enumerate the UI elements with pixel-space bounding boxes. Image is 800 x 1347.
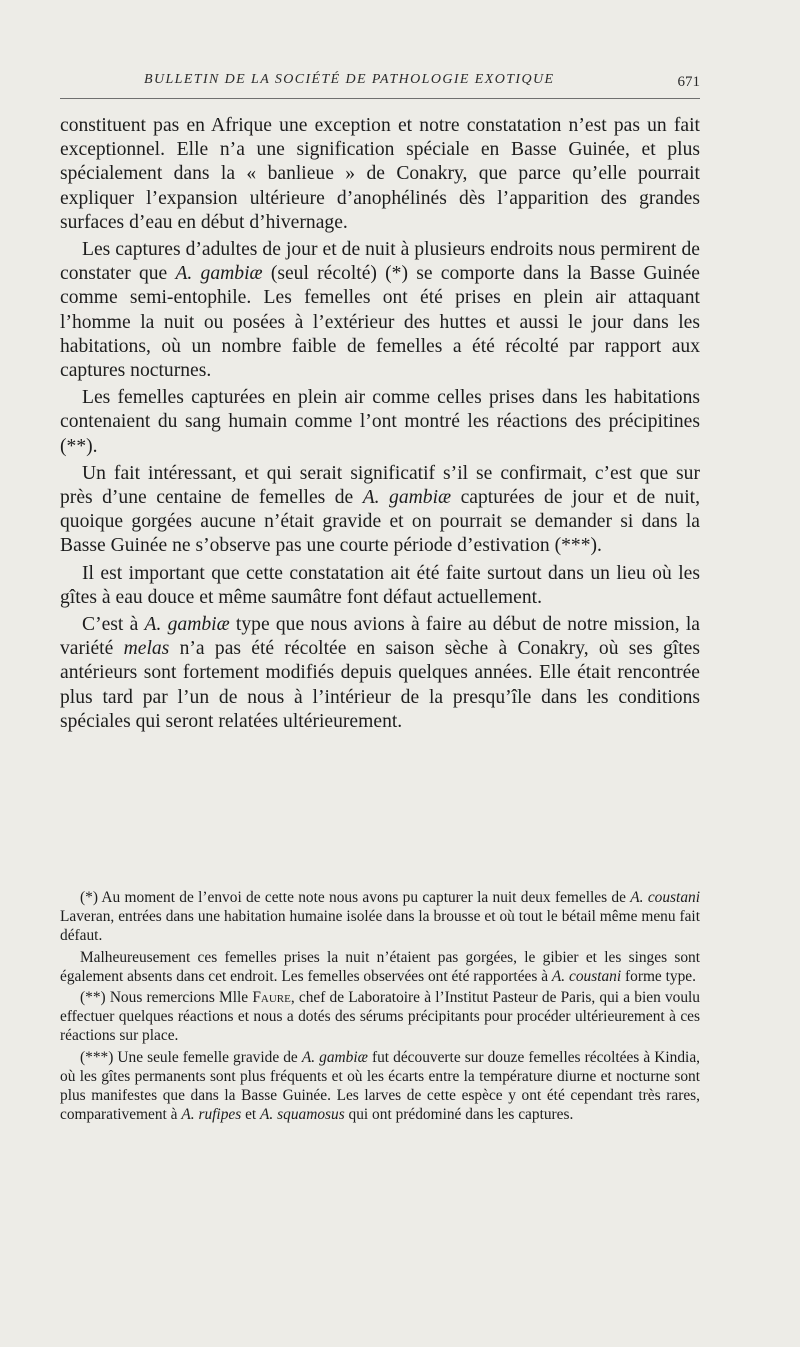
- page-number: 671: [677, 74, 700, 90]
- footnote-1: [60, 888, 700, 946]
- footnotes: [60, 888, 700, 1124]
- person-name: Faure: [252, 989, 291, 1007]
- paragraph-6-text-a: C’est à: [82, 614, 145, 636]
- paragraph-2: [60, 238, 700, 383]
- species-name: A. gambiæ: [175, 263, 263, 285]
- species-name: A. gambiæ: [301, 1048, 368, 1066]
- running-head: [60, 70, 700, 100]
- variety-name: melas: [123, 638, 170, 660]
- species-name: A. coustani: [551, 967, 622, 985]
- footnote-1-continued-text-a: Malheureusement ces femelles prises la nuit n’étaient pas gorgées, le gibier et les singes sont également absents dans cet endroit. Les femelles observées ont été rapportées à: [60, 948, 700, 985]
- footnote-1-continued-text-b: forme type.: [621, 967, 696, 985]
- species-name: A. gambiæ: [362, 487, 452, 509]
- body-text: [60, 114, 700, 734]
- header-rule: [60, 98, 700, 99]
- paragraph-2-text-b: (seul récolté) (*) se comporte dans la Basse Guinée comme semi-entophile. Les femelles ont été prises en plein air attaquant l’homme la nuit ou posées à l’extérieur des huttes et aussi le jour dans les habitations, où un nombre faible de femelles a été récolté par rapport aux captures nocturnes.: [60, 263, 700, 382]
- footnote-2-text-a: (**) Nous remercions Mlle: [80, 989, 253, 1007]
- footnote-1-text-a: (*) Au moment de l’envoi de cette note nous avons pu capturer la nuit deux femelles de: [80, 889, 631, 906]
- paragraph-6-text-c: n’a pas été récoltée en saison sèche à Conakry, où ses gîtes antérieurs sont fortement modifiés depuis quelques années. Elle était rencontrée plus tard par l’un de nous à l’intérieur de la presqu’île dans les conditions spéciales qui seront relatées ultérieurement.: [60, 638, 701, 732]
- paragraph-6-text-b: type que nous avions à faire au début de notre mission, la variété: [60, 614, 700, 660]
- paragraph-5: Il est important que cette constatation ait été faite surtout dans un lieu où les gîtes à eau douce et même saumâtre font défaut actuellement.: [60, 562, 700, 608]
- footnote-3-text-c: et: [241, 1106, 261, 1124]
- footnote-3-text-b: fut découverte sur douze femelles récoltées à Kindia, où les gîtes permanents sont plus fréquents et où les écarts entre la température diurne et nocturne sont plus manifestes que dans la Basse Guinée. Les larves de cette espèce y ont été cependant très rares, comparativement à: [60, 1048, 701, 1124]
- footnote-2: [60, 988, 700, 1046]
- footnote-1-continued: [60, 948, 700, 986]
- paragraph-1: constituent pas en Afrique une exception et notre constatation n’est pas un fait exceptionnel. Elle n’a une signification spéciale en Basse Guinée, et plus spécialement dans la « banlieue » de Conakry, que parce qu’elle pourrait expliquer l’expansion ultérieure d’anophélinés dès l’apparition des grandes surfaces d’eau en début d’hivernage.: [60, 115, 700, 233]
- species-name: A. coustani: [630, 889, 700, 906]
- running-title: BULLETIN DE LA SOCIÉTÉ DE PATHOLOGIE EXOTIQUE: [144, 72, 555, 87]
- footnote-3: [60, 1048, 700, 1125]
- paragraph-3: Les femelles capturées en plein air comme celles prises dans les habitations contenaient du sang humain comme l’ont montré les réactions des précipitines (**).: [60, 387, 700, 457]
- species-name: A. gambiæ: [144, 614, 230, 636]
- paragraph-4-text-a: Un fait intéressant, et qui serait significatif s’il se confirmait, c’est que sur près d’une centaine de femelles de: [60, 462, 700, 509]
- footnote-3-text-a: (***) Une seule femelle gravide de: [80, 1048, 302, 1066]
- paragraph-2-text-a: Les captures d’adultes de jour et de nuit à plusieurs endroits nous permirent de constater que: [60, 239, 700, 285]
- paragraph-4-text-b: capturées de jour et de nuit, quoique gorgées aucune n’était gravide et on pourrait se demander si dans la Basse Guinée ne s’observe pas une courte période d’estivation (***).: [60, 487, 700, 557]
- footnote-1-text-b: Laveran, entrées dans une habitation humaine isolée dans la brousse et où tout le bétail même menu fait défaut.: [60, 908, 700, 945]
- paragraph-6: [60, 613, 700, 734]
- species-name: A. squamosus: [260, 1106, 345, 1124]
- species-name: A. rufipes: [181, 1106, 242, 1124]
- footnote-3-text-d: qui ont prédominé dans les captures.: [344, 1106, 574, 1124]
- footnote-2-text-b: , chef de Laboratoire à l’Institut Pasteur de Paris, qui a bien voulu effectuer quelques réactions et nous a dotés des sérums précipitants pour procéder ultérieurement à ces réactions sur place.: [60, 989, 701, 1045]
- paragraph-4: [60, 462, 700, 559]
